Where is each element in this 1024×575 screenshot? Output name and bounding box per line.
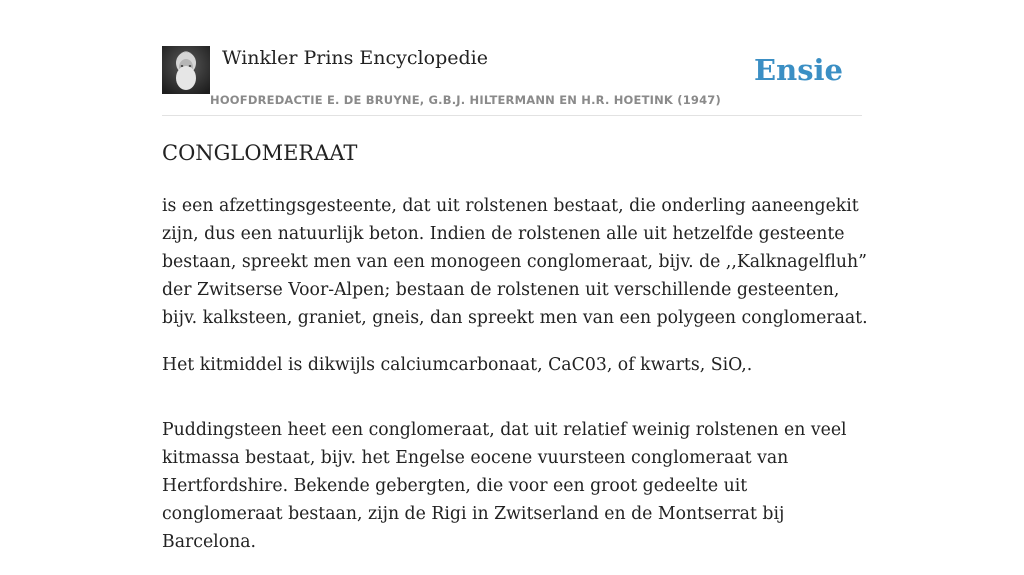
article-body [162, 192, 872, 575]
article-paragraph: Het kitmiddel is dikwijls calciumcarbonaat, CaC03, of kwarts, SiO,. [162, 355, 753, 375]
author-avatar-icon [162, 46, 210, 94]
site-header [162, 46, 862, 116]
article-paragraph: is een afzettingsgesteente, dat uit rolstenen bestaat, die onderling aaneengekit zijn, dus een natuurlijk beton. Indien de rolstenen alle uit hetzelfde gesteente bestaan, spreekt men van een monogeen conglomeraat, bijv. de ,,Kalknagelfluh” der Zwitserse Voor-Alpen; bestaan de rolstenen uit verschillende gesteenten, bijv. kalksteen, graniet, gneis, dan spreekt men van een polygeen conglomeraat. [162, 196, 868, 328]
site-name[interactable]: Winkler Prins Encyclopedie [222, 47, 488, 69]
editorial-credits: HOOFDREDACTIE E. DE BRUYNE, G.B.J. HILTERMANN EN H.R. HOETINK (1947) [210, 93, 721, 107]
article-title: CONGLOMERAAT [162, 141, 358, 165]
article-paragraph: Puddingsteen heet een conglomeraat, dat uit relatief weinig rolstenen en veel kitmassa bestaat, bijv. het Engelse eocene vuursteen conglomeraat van Hertfordshire. Bekende gebergten, die voor een groot gedeelte uit conglomeraat bestaan, zijn de Rigi in Zwitserland en de Montserrat bij Barcelona. [162, 420, 847, 552]
brand-logo[interactable]: Ensie [754, 53, 843, 87]
